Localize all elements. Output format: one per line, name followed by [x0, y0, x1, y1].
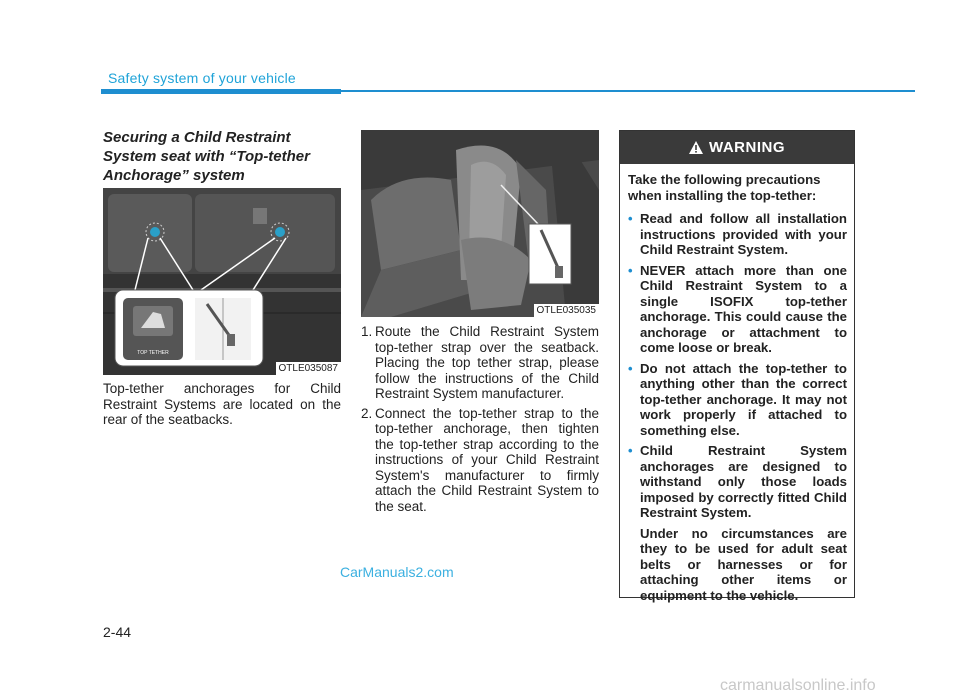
warning-item-text: NEVER attach more than one Child Restraint System to a single ISOFIX top-tether anchorage. This could cause the anchorage or attachment to come loose or break.: [640, 262, 847, 355]
bullet-icon: •: [628, 360, 633, 376]
child-seat-photo: [361, 130, 599, 317]
section-heading: Securing a Child Restraint System seat with “Top-tether Anchorage” system: [103, 129, 310, 184]
warning-item: [628, 211, 847, 258]
left-body-text: Top-tether anchorages for Child Restraint Systems are located on the rear of the seatbacks.: [103, 381, 341, 427]
section-header-title: Safety system of your vehicle: [108, 70, 296, 86]
bullet-icon: •: [628, 443, 633, 458]
header-rule-thin: [341, 90, 915, 92]
warning-title: WARNING: [709, 139, 785, 156]
warning-item-text: Child Restraint System anchorages are designed to withstand only those loads imposed by correctly fitted Child Restraint System.: [640, 443, 847, 520]
warning-extra-text: Under no circumstances are they to be used for adult seat belts or harnesses or for attaching other items or equipment to the vehicle.: [640, 525, 847, 603]
page-number: 2-44: [103, 624, 132, 640]
step-number: 2.: [361, 405, 373, 421]
warning-item-text: Do not attach the top-tether to anything other than the correct top-tether anchorage. It may not work properly if attached to something else.: [640, 360, 847, 438]
cargo-seatback-photo: [103, 188, 341, 375]
figure-label-left: OTLE035087: [276, 362, 342, 375]
warning-triangle-icon: [689, 141, 703, 154]
top-tether-inset-label: TOP TETHER: [137, 350, 169, 356]
watermark-link[interactable]: CarManuals2.com: [340, 564, 454, 580]
step-item: [361, 324, 599, 402]
warning-item: [628, 263, 847, 356]
step-number: 1.: [361, 324, 373, 339]
warning-header: [620, 131, 854, 164]
step-text: Connect the top-tether strap to the top-tether anchorage, then tighten the top-tether strap according to the instructions of your Child Restraint System's manufacturer to firmly attach the Child Restraint System to the seat.: [375, 405, 599, 514]
bullet-icon: •: [628, 211, 633, 226]
watermark-corner: carmanualsonline.info: [720, 677, 876, 694]
step-text: Route the Child Restraint System top-tether strap over the seatback. Placing the top tether strap, please follow the instructions of the Child Restraint System manufacturer.: [375, 324, 599, 401]
warning-box: [619, 130, 855, 603]
middle-steps: [361, 324, 599, 518]
step-item: [361, 406, 599, 515]
warning-item-text: Read and follow all installation instructions provided with your Child Restraint System.: [640, 211, 847, 257]
child-seat-illustration: [361, 130, 599, 317]
warning-body: [620, 164, 854, 603]
header-rule-thick: [101, 89, 341, 94]
warning-item: [628, 443, 847, 521]
warning-intro: Take the following precautions when installing the top-tether:: [628, 172, 821, 203]
warning-item: [628, 361, 847, 439]
figure-label-middle: OTLE035035: [534, 304, 600, 317]
bullet-icon: •: [628, 262, 633, 278]
cargo-seatback-illustration: [103, 188, 341, 375]
